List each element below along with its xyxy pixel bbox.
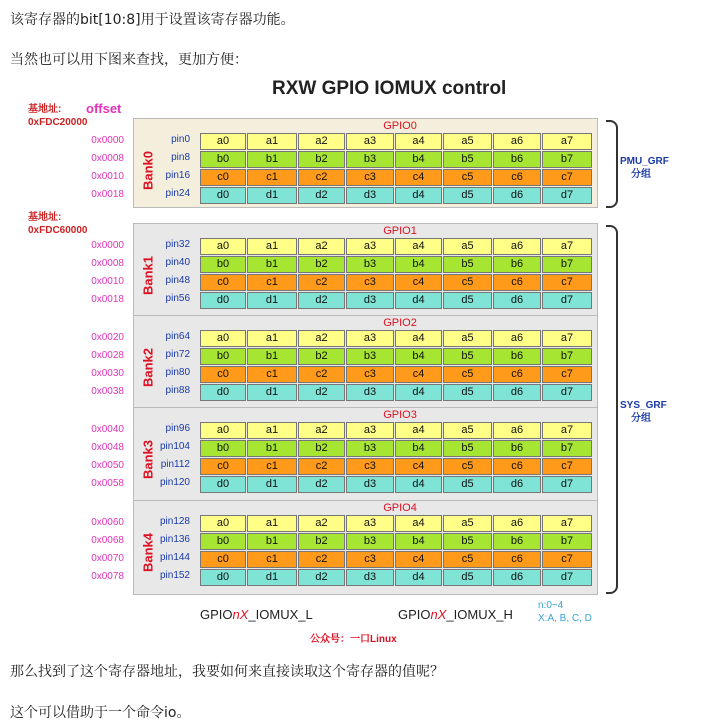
pin-label: pin56 — [165, 293, 190, 304]
iomux-cell: c6 — [493, 366, 541, 383]
iomux-cell: c2 — [298, 551, 345, 568]
iomux-cell: c6 — [493, 551, 541, 568]
base-address-label: 基地址: — [28, 212, 62, 223]
iomux-cell: d6 — [493, 187, 541, 204]
pin-label: pin152 — [159, 570, 190, 581]
iomux-cell: d5 — [443, 569, 492, 586]
legend-n: n:0~4 — [538, 600, 564, 611]
iomux-cell: b6 — [493, 348, 541, 365]
iomux-cell: c0 — [200, 169, 246, 186]
pin-label: pin80 — [165, 367, 190, 378]
iomux-cell: c7 — [542, 169, 592, 186]
offset-header: offset — [86, 101, 122, 116]
iomux-cell: a6 — [493, 515, 541, 532]
register-offset: 0x0028 — [91, 350, 124, 361]
iomux-cell: d0 — [200, 187, 246, 204]
iomux-cell: c2 — [298, 458, 345, 475]
iomux-cell: a0 — [200, 422, 246, 439]
iomux-cell: d5 — [443, 292, 492, 309]
command-text: 这个可以借助于一个命令io。 — [10, 705, 191, 721]
footer-h-n: nX — [430, 607, 447, 622]
iomux-cell: b3 — [346, 440, 394, 457]
bank-label: Bank2 — [140, 347, 156, 388]
iomux-cell: d4 — [395, 187, 442, 204]
iomux-cell: c7 — [542, 366, 592, 383]
bank-label: Bank0 — [140, 150, 156, 191]
pmu-grf-label — [620, 155, 669, 181]
sys-grf-sub: 分组 — [631, 413, 651, 424]
register-offset: 0x0008 — [91, 258, 124, 269]
iomux-cell: b5 — [443, 440, 492, 457]
iomux-cell: c1 — [247, 551, 297, 568]
iomux-cell: b1 — [247, 151, 297, 168]
iomux-cell: a6 — [493, 422, 541, 439]
iomux-cell: b4 — [395, 348, 442, 365]
iomux-cell: a2 — [298, 515, 345, 532]
iomux-cell: a4 — [395, 422, 442, 439]
iomux-cell: b5 — [443, 348, 492, 365]
iomux-cell: c3 — [346, 458, 394, 475]
gpio-label: GPIO4 — [383, 502, 417, 514]
pmu-grf-text: PMU_GRF — [620, 156, 669, 167]
iomux-cell: d5 — [443, 384, 492, 401]
iomux-cell: a5 — [443, 133, 492, 150]
register-offset: 0x0068 — [91, 535, 124, 546]
iomux-cell: b3 — [346, 348, 394, 365]
legend — [538, 599, 592, 625]
iomux-cell: a1 — [247, 133, 297, 150]
iomux-cell: a5 — [443, 330, 492, 347]
iomux-cell: b3 — [346, 533, 394, 550]
iomux-cell: d7 — [542, 569, 592, 586]
iomux-cell: d0 — [200, 476, 246, 493]
iomux-cell: d4 — [395, 384, 442, 401]
register-offset: 0x0060 — [91, 517, 124, 528]
iomux-cell: b5 — [443, 151, 492, 168]
iomux-cell: c0 — [200, 551, 246, 568]
register-offset: 0x0000 — [91, 240, 124, 251]
iomux-cell: b6 — [493, 256, 541, 273]
footer-h-prefix: GPIO — [398, 607, 431, 622]
footer-iomux-l — [200, 607, 313, 622]
register-offset: 0x0040 — [91, 424, 124, 435]
iomux-cell: a0 — [200, 133, 246, 150]
register-offset: 0x0008 — [91, 153, 124, 164]
iomux-cell: d6 — [493, 569, 541, 586]
sys-grf-label — [620, 399, 667, 425]
iomux-cell: c6 — [493, 458, 541, 475]
pin-label: pin72 — [165, 349, 190, 360]
sys-brace — [606, 225, 618, 594]
iomux-cell: d7 — [542, 187, 592, 204]
iomux-cell: c1 — [247, 458, 297, 475]
iomux-cell: b2 — [298, 256, 345, 273]
footer-l-prefix: GPIO — [200, 607, 233, 622]
iomux-cell: d0 — [200, 569, 246, 586]
iomux-cell: a4 — [395, 133, 442, 150]
base-address-value: 0xFDC20000 — [28, 117, 88, 128]
iomux-cell: c2 — [298, 366, 345, 383]
iomux-cell: b7 — [542, 151, 592, 168]
iomux-cell: b2 — [298, 348, 345, 365]
base-address-pmu — [28, 103, 87, 129]
pin-label: pin128 — [159, 516, 190, 527]
iomux-cell: c5 — [443, 458, 492, 475]
iomux-cell: c5 — [443, 551, 492, 568]
iomux-cell: c0 — [200, 458, 246, 475]
iomux-cell: d0 — [200, 384, 246, 401]
iomux-cell: d6 — [493, 292, 541, 309]
iomux-cell: d5 — [443, 187, 492, 204]
footer-l-n: nX — [232, 607, 249, 622]
iomux-cell: b2 — [298, 151, 345, 168]
iomux-cell: b2 — [298, 533, 345, 550]
iomux-cell: b6 — [493, 533, 541, 550]
iomux-cell: c5 — [443, 274, 492, 291]
iomux-cell: c1 — [247, 169, 297, 186]
iomux-cell: d2 — [298, 569, 345, 586]
pin-label: pin144 — [159, 552, 190, 563]
register-offset: 0x0010 — [91, 276, 124, 287]
iomux-cell: a0 — [200, 330, 246, 347]
iomux-cell: b4 — [395, 440, 442, 457]
pin-label: pin8 — [171, 152, 190, 163]
pin-label: pin48 — [165, 275, 190, 286]
iomux-cell: d7 — [542, 292, 592, 309]
iomux-cell: c5 — [443, 169, 492, 186]
iomux-cell: d3 — [346, 384, 394, 401]
bank-label: Bank4 — [140, 532, 156, 573]
iomux-cell: c7 — [542, 551, 592, 568]
iomux-cell: c2 — [298, 274, 345, 291]
iomux-cell: b7 — [542, 533, 592, 550]
register-offset: 0x0020 — [91, 332, 124, 343]
register-offset: 0x0058 — [91, 478, 124, 489]
footer-iomux-h — [398, 607, 513, 622]
iomux-cell: a5 — [443, 238, 492, 255]
iomux-cell: a4 — [395, 330, 442, 347]
pin-label: pin104 — [159, 441, 190, 452]
iomux-cell: b3 — [346, 256, 394, 273]
iomux-cell: b1 — [247, 533, 297, 550]
bank-label: Bank1 — [140, 255, 156, 296]
iomux-cell: d2 — [298, 476, 345, 493]
register-offset: 0x0050 — [91, 460, 124, 471]
iomux-cell: b4 — [395, 256, 442, 273]
iomux-cell: a1 — [247, 422, 297, 439]
pin-label: pin120 — [159, 477, 190, 488]
iomux-cell: c7 — [542, 274, 592, 291]
iomux-cell: d2 — [298, 384, 345, 401]
iomux-cell: c1 — [247, 366, 297, 383]
iomux-cell: a3 — [346, 133, 394, 150]
credit-text: 公众号：一口Linux — [310, 634, 397, 645]
register-offset: 0x0038 — [91, 386, 124, 397]
pin-label: pin40 — [165, 257, 190, 268]
iomux-cell: b0 — [200, 440, 246, 457]
iomux-cell: d1 — [247, 384, 297, 401]
iomux-cell: d3 — [346, 569, 394, 586]
iomux-cell: a4 — [395, 515, 442, 532]
iomux-cell: a3 — [346, 422, 394, 439]
iomux-cell: c4 — [395, 458, 442, 475]
base-address-sys — [28, 211, 87, 237]
pin-label: pin16 — [165, 170, 190, 181]
iomux-cell: b0 — [200, 151, 246, 168]
iomux-cell: d3 — [346, 476, 394, 493]
iomux-cell: b0 — [200, 256, 246, 273]
gpio-label: GPIO3 — [383, 409, 417, 421]
register-offset: 0x0048 — [91, 442, 124, 453]
iomux-cell: d5 — [443, 476, 492, 493]
sys-grf-text: SYS_GRF — [620, 400, 667, 411]
iomux-cell: d0 — [200, 292, 246, 309]
iomux-cell: c3 — [346, 274, 394, 291]
iomux-cell: a7 — [542, 515, 592, 532]
register-offset: 0x0078 — [91, 571, 124, 582]
register-offset: 0x0070 — [91, 553, 124, 564]
iomux-cell: b1 — [247, 440, 297, 457]
iomux-cell: b0 — [200, 533, 246, 550]
iomux-cell: d7 — [542, 384, 592, 401]
iomux-cell: c2 — [298, 169, 345, 186]
iomux-cell: b4 — [395, 151, 442, 168]
iomux-cell: c0 — [200, 274, 246, 291]
iomux-cell: c4 — [395, 366, 442, 383]
iomux-cell: d1 — [247, 292, 297, 309]
iomux-cell: d4 — [395, 476, 442, 493]
pmu-brace — [606, 120, 618, 208]
iomux-cell: c3 — [346, 169, 394, 186]
iomux-cell: a7 — [542, 133, 592, 150]
pin-label: pin136 — [159, 534, 190, 545]
register-offset: 0x0010 — [91, 171, 124, 182]
iomux-cell: a7 — [542, 238, 592, 255]
register-offset: 0x0000 — [91, 135, 124, 146]
iomux-cell: a2 — [298, 422, 345, 439]
legend-x: X:A, B, C, D — [538, 613, 592, 624]
iomux-cell: d2 — [298, 292, 345, 309]
iomux-cell: a1 — [247, 238, 297, 255]
footer-h-suffix: _IOMUX_H — [446, 607, 513, 622]
iomux-cell: d4 — [395, 292, 442, 309]
gpio-label: GPIO1 — [383, 225, 417, 237]
pin-label: pin0 — [171, 134, 190, 145]
iomux-cell: c4 — [395, 169, 442, 186]
iomux-cell: d2 — [298, 187, 345, 204]
register-offset: 0x0018 — [91, 189, 124, 200]
iomux-cell: c3 — [346, 551, 394, 568]
iomux-cell: a2 — [298, 133, 345, 150]
pmu-grf-sub: 分组 — [631, 169, 651, 180]
iomux-cell: a3 — [346, 515, 394, 532]
question-text: 那么找到了这个寄存器地址，我要如何来直接读取这个寄存器的值呢？ — [10, 664, 444, 680]
gpio-label: GPIO2 — [383, 317, 417, 329]
iomux-cell: a7 — [542, 330, 592, 347]
iomux-cell: d7 — [542, 476, 592, 493]
iomux-cell: d3 — [346, 187, 394, 204]
iomux-cell: b6 — [493, 440, 541, 457]
intro-text-1: 该寄存器的bit[10:8]用于设置该寄存器功能。 — [10, 12, 295, 28]
iomux-cell: a2 — [298, 330, 345, 347]
iomux-cell: c7 — [542, 458, 592, 475]
iomux-cell: b1 — [247, 348, 297, 365]
iomux-cell: a1 — [247, 515, 297, 532]
pin-label: pin32 — [165, 239, 190, 250]
bank-label: Bank3 — [140, 439, 156, 480]
iomux-cell: a3 — [346, 238, 394, 255]
pin-label: pin64 — [165, 331, 190, 342]
iomux-cell: b7 — [542, 256, 592, 273]
iomux-cell: c6 — [493, 274, 541, 291]
iomux-cell: a1 — [247, 330, 297, 347]
gpio-iomux-diagram — [10, 75, 669, 645]
iomux-cell: d1 — [247, 187, 297, 204]
iomux-cell: b7 — [542, 440, 592, 457]
diagram-title: RXW GPIO IOMUX control — [272, 78, 507, 99]
iomux-cell: c5 — [443, 366, 492, 383]
pin-label: pin96 — [165, 423, 190, 434]
iomux-cell: d6 — [493, 476, 541, 493]
iomux-cell: a5 — [443, 515, 492, 532]
base-address-value: 0xFDC60000 — [28, 225, 88, 236]
iomux-cell: a6 — [493, 330, 541, 347]
iomux-cell: d3 — [346, 292, 394, 309]
intro-text-2: 当然也可以用下图来查找，更加方便： — [10, 52, 248, 68]
iomux-cell: c3 — [346, 366, 394, 383]
pin-label: pin24 — [165, 188, 190, 199]
iomux-cell: d4 — [395, 569, 442, 586]
base-address-label: 基地址: — [28, 104, 62, 115]
pin-label: pin88 — [165, 385, 190, 396]
register-offset: 0x0030 — [91, 368, 124, 379]
iomux-cell: a4 — [395, 238, 442, 255]
iomux-cell: d6 — [493, 384, 541, 401]
iomux-cell: b6 — [493, 151, 541, 168]
iomux-cell: b0 — [200, 348, 246, 365]
iomux-cell: c4 — [395, 274, 442, 291]
iomux-cell: a0 — [200, 238, 246, 255]
iomux-cell: b3 — [346, 151, 394, 168]
iomux-cell: b7 — [542, 348, 592, 365]
iomux-cell: b2 — [298, 440, 345, 457]
gpio-label: GPIO0 — [383, 120, 417, 132]
iomux-cell: a6 — [493, 133, 541, 150]
iomux-cell: a5 — [443, 422, 492, 439]
iomux-cell: a3 — [346, 330, 394, 347]
iomux-cell: a7 — [542, 422, 592, 439]
pin-label: pin112 — [160, 459, 190, 470]
iomux-cell: a0 — [200, 515, 246, 532]
iomux-cell: c1 — [247, 274, 297, 291]
iomux-cell: c0 — [200, 366, 246, 383]
iomux-cell: d1 — [247, 569, 297, 586]
iomux-cell: c6 — [493, 169, 541, 186]
iomux-cell: b4 — [395, 533, 442, 550]
iomux-cell: b5 — [443, 256, 492, 273]
iomux-cell: c4 — [395, 551, 442, 568]
iomux-cell: b1 — [247, 256, 297, 273]
footer-l-suffix: _IOMUX_L — [248, 607, 313, 622]
iomux-cell: a6 — [493, 238, 541, 255]
iomux-cell: d1 — [247, 476, 297, 493]
iomux-cell: b5 — [443, 533, 492, 550]
iomux-cell: a2 — [298, 238, 345, 255]
register-offset: 0x0018 — [91, 294, 124, 305]
